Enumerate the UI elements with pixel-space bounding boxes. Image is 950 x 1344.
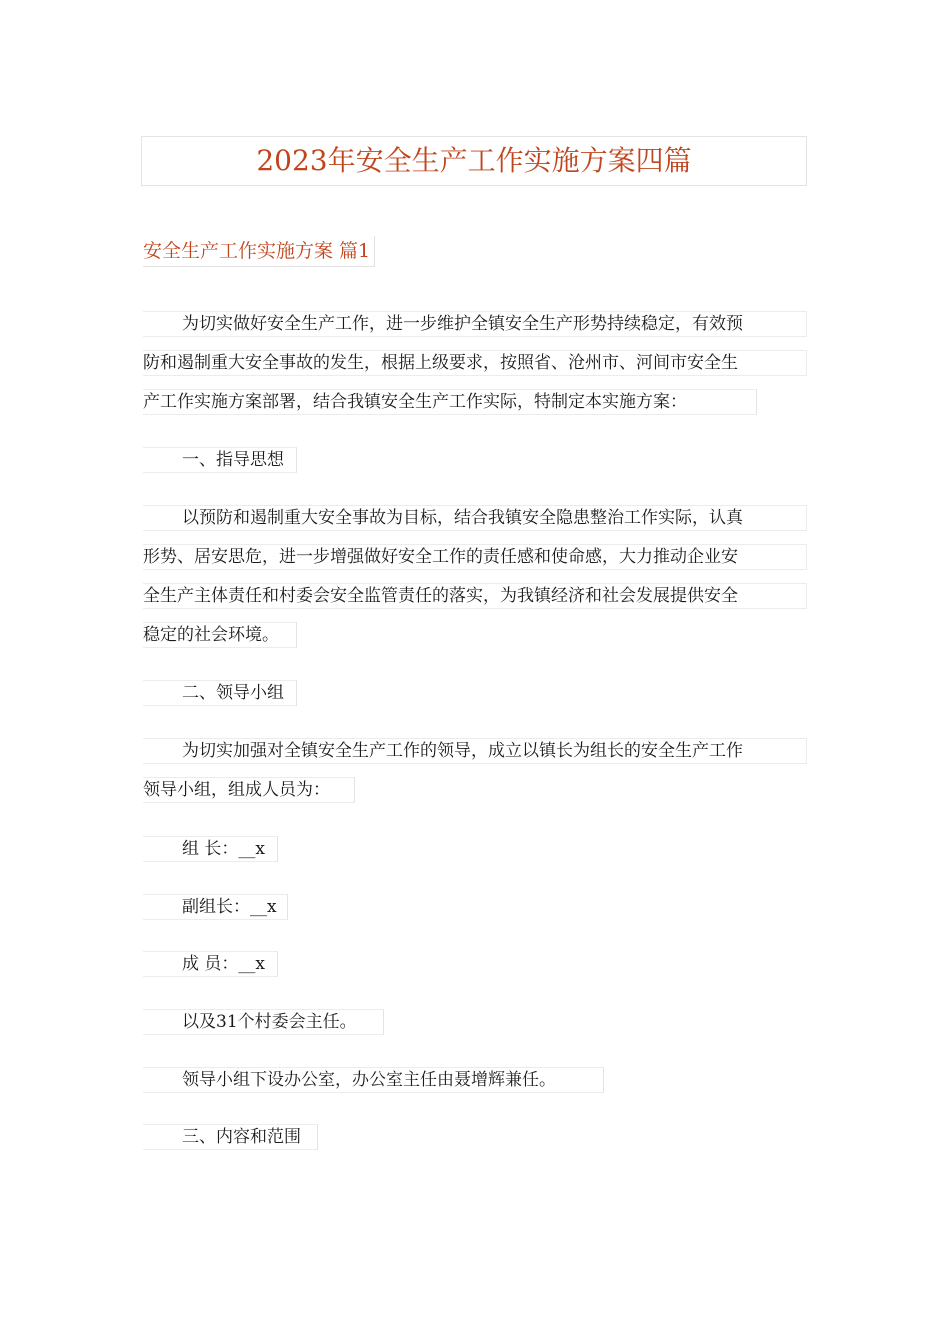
paragraph-line: 为切实加强对全镇安全生产工作的领导，成立以镇长为组长的安全生产工作 xyxy=(143,738,807,764)
paragraph-line: 以及31个村委会主任。 xyxy=(143,1009,384,1035)
paragraph-line: 领导小组，组成人员为： xyxy=(143,777,355,803)
paragraph-line: 领导小组下设办公室，办公室主任由聂增辉兼任。 xyxy=(143,1067,604,1093)
paragraph-line: 产工作实施方案部署，结合我镇安全生产工作实际，特制定本实施方案： xyxy=(143,389,757,415)
paragraph-line: 稳定的社会环境。 xyxy=(143,622,297,648)
paragraph-line: 以预防和遏制重大安全事故为目标，结合我镇安全隐患整治工作实际，认真 xyxy=(143,505,807,531)
document-title: 2023年安全生产工作实施方案四篇 xyxy=(141,136,807,186)
paragraph-line: 形势、居安思危，进一步增强做好安全工作的责任感和使命感，大力推动企业安 xyxy=(143,544,807,570)
deputy-line: 副组长：__x xyxy=(143,894,288,920)
paragraph-line: 为切实做好安全生产工作，进一步维护全镇安全生产形势持续稳定，有效预 xyxy=(143,311,807,337)
section-subheading: 三、内容和范围 xyxy=(143,1124,318,1150)
paragraph-line: 防和遏制重大安全事故的发生，根据上级要求，按照省、沧州市、河间市安全生 xyxy=(143,350,807,376)
leader-line: 组 长：__x xyxy=(143,836,278,862)
section-heading: 安全生产工作实施方案 篇1 xyxy=(143,236,375,267)
section-subheading: 一、指导思想 xyxy=(143,447,297,473)
member-line: 成 员：__x xyxy=(143,951,278,977)
section-subheading: 二、领导小组 xyxy=(143,680,297,706)
paragraph-line: 全生产主体责任和村委会安全监管责任的落实，为我镇经济和社会发展提供安全 xyxy=(143,583,807,609)
